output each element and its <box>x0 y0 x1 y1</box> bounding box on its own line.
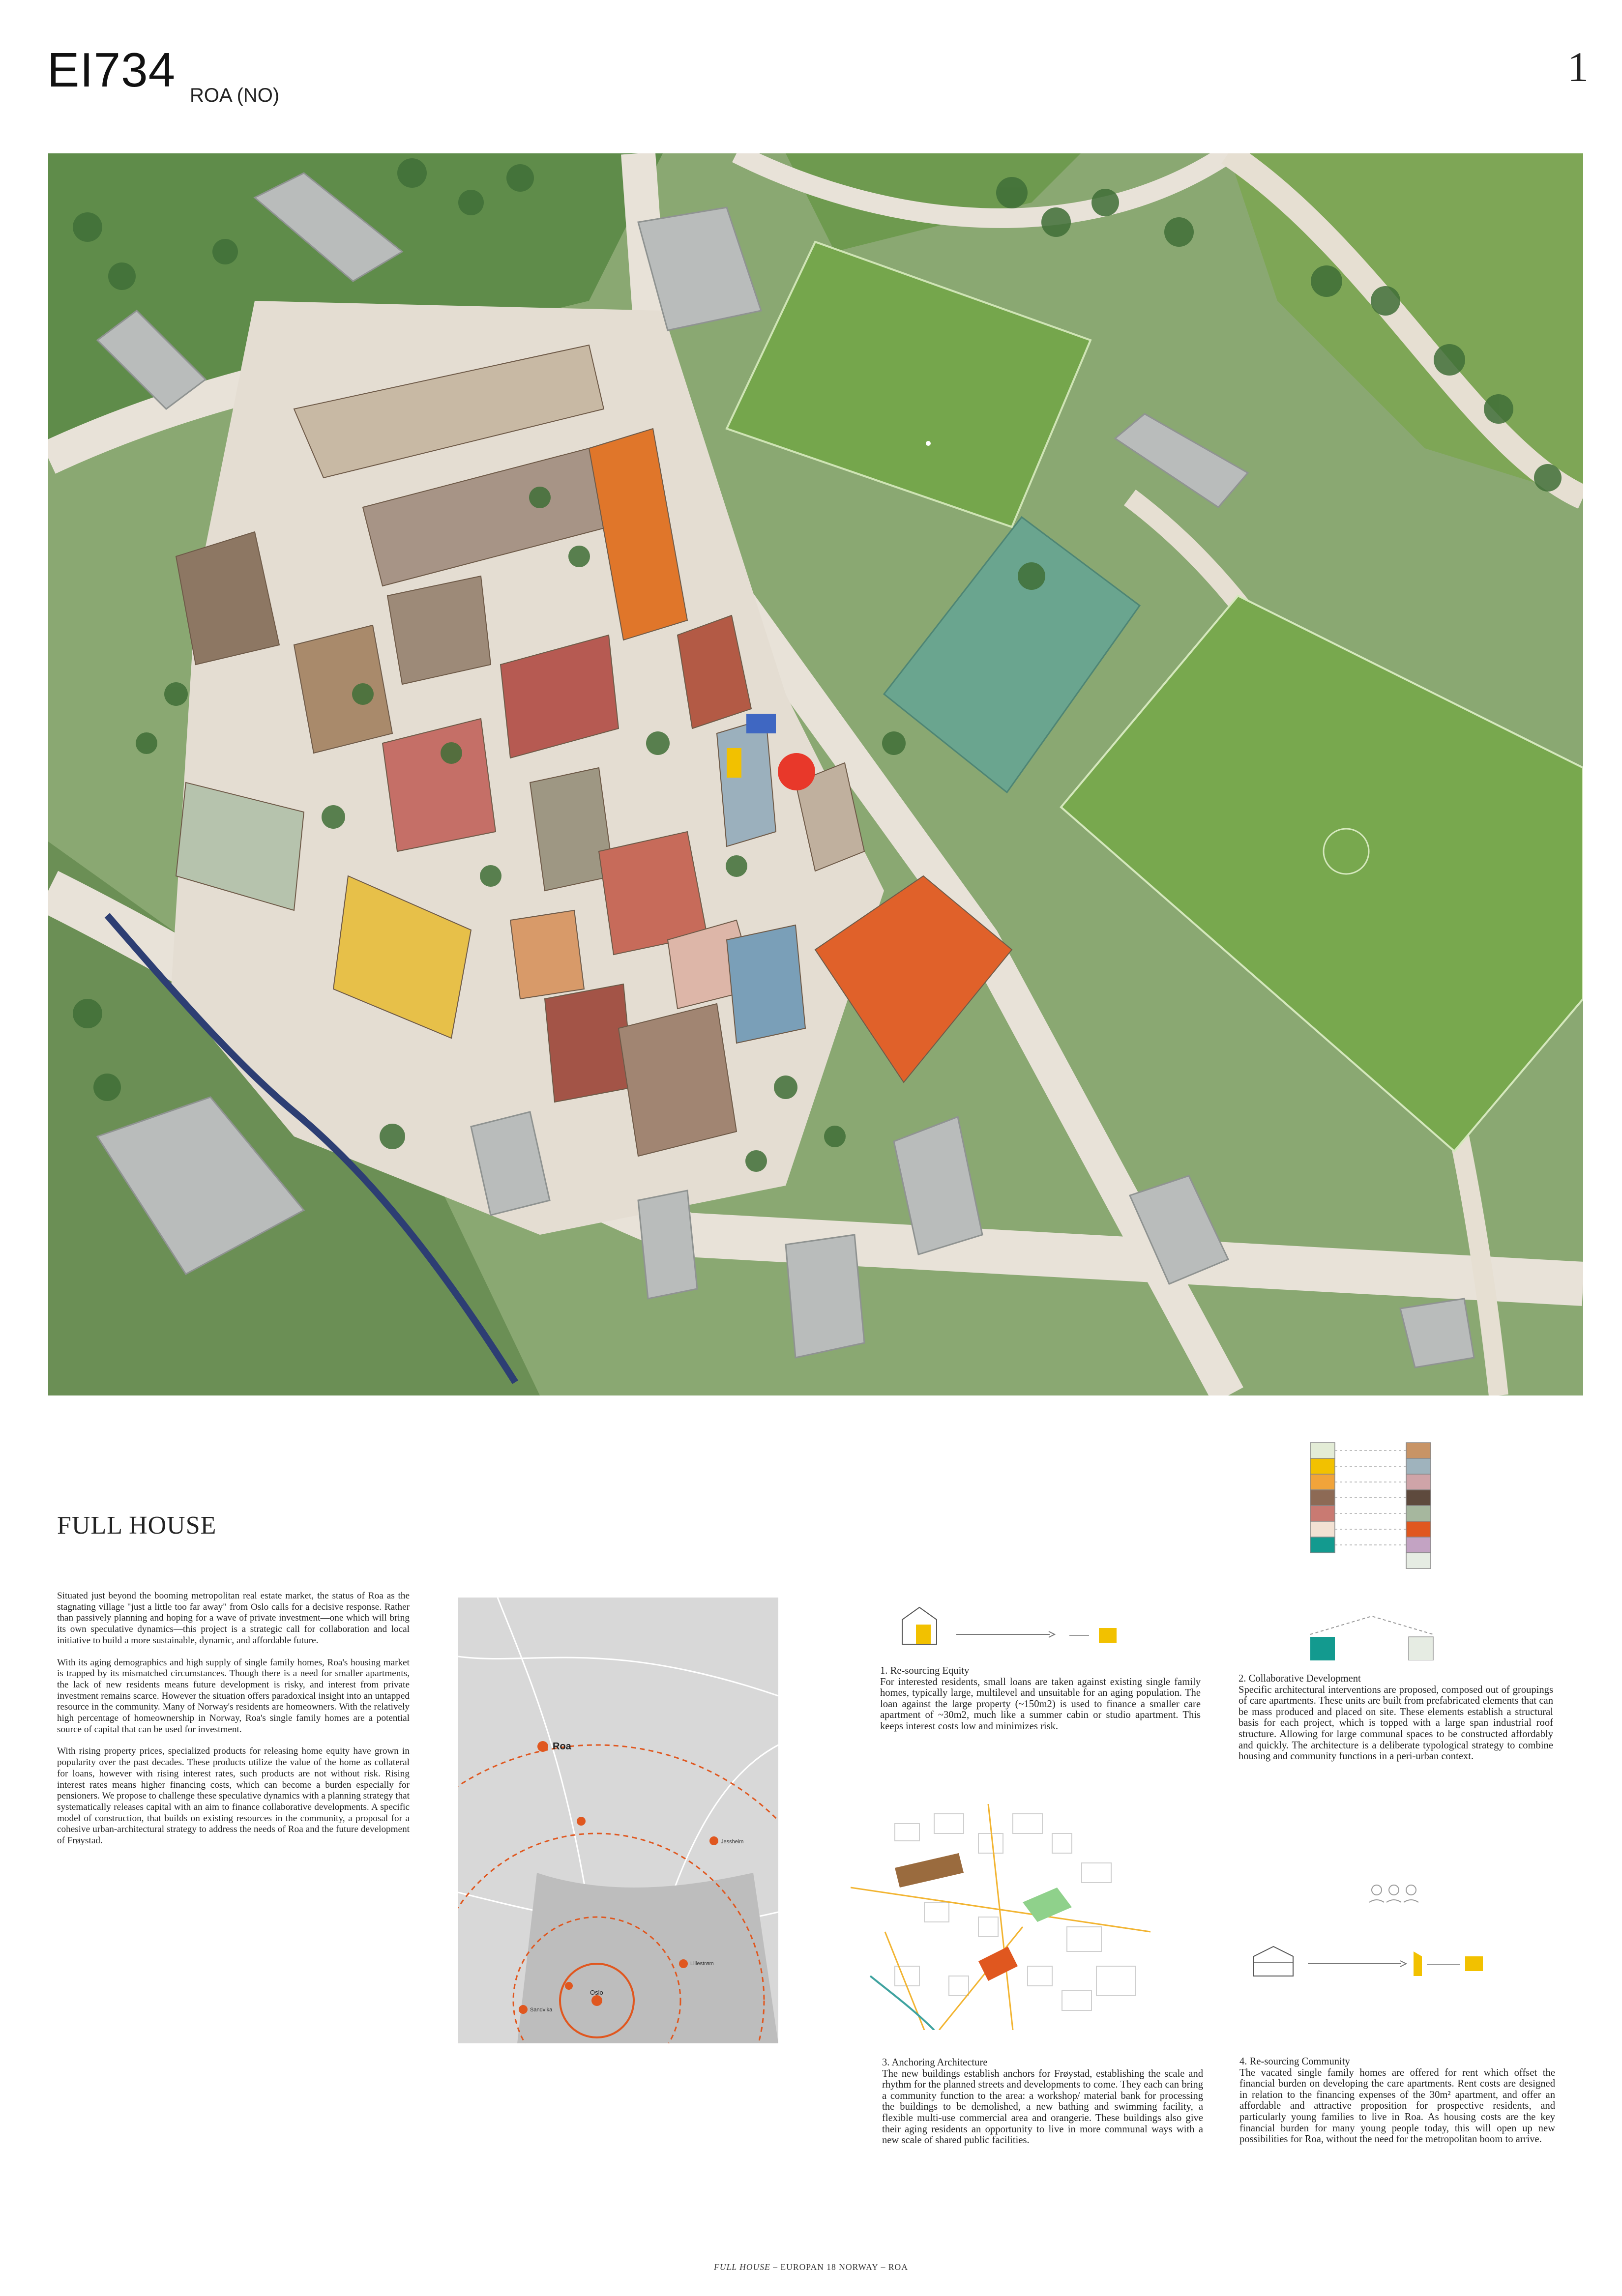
intro-text <box>57 1591 410 1858</box>
section-text: The vacated single family homes are offered for rent which offset the financial burden on developing the care apartments. Rent costs are designed in relation to the financing expenses of the 30m² apartment, and offer an affordable and attractive proposition for prospective residents, and particularly young families to live in Roa. As housing costs are the key financial burden for many young people today, this will open up new possibilities for Roa, without the need for the metropolitan boom to arrive. <box>1239 2067 1555 2145</box>
section-heading: 3. Anchoring Architecture <box>882 2057 988 2068</box>
section-anchoring-architecture <box>882 2057 1203 2146</box>
footer-rest: – EUROPAN 18 NORWAY – ROA <box>770 2262 908 2272</box>
section-heading: 1. Re-sourcing Equity <box>880 1665 970 1676</box>
map-label-jessheim: Jessheim <box>721 1839 744 1845</box>
section-heading: 4. Re-sourcing Community <box>1239 2056 1350 2067</box>
map-label-sandvika: Sandvika <box>530 2007 553 2013</box>
project-title: FULL HOUSE <box>57 1511 217 1540</box>
intro-paragraph: With rising property prices, specialized products for releasing home equity have grown in popularity over the past decades. These products utilize the value of the home as collateral for loans, however with rising interest rates, such products are not without risk. Rising interest rates means higher financing costs, which can become a burden especially for pensioners. We propose to challenge these speculative dynamics with a planning strategy that systematically releases capital with an aim to finance collaborative developments. A specific model of construction, that builds on existing resources in the community, a proposal for a cohesive urban-architectural strategy to address the needs of Roa and the future development of Frøystad. <box>57 1746 410 1846</box>
section-heading: 2. Collaborative Development <box>1239 1673 1361 1684</box>
map-label-lillestrom: Lillestrøm <box>690 1961 714 1967</box>
diagram-resourcing-community <box>1244 1878 1539 1983</box>
map-label-oslo: Oslo <box>590 1989 603 1996</box>
section-text: The new buildings establish anchors for Frøystad, establishing the scale and rhythm for the planned streets and developments to come. They each can bring a community function to the area: a workshop/ material bank for processing the buildings to be demolished, a new bathing and swimming facility, a flexible multi-use commercial area and orangerie. These buildings also give their aging residents an opportunity to live in more communal ways with a new scale of shared public facilities. <box>882 2068 1203 2146</box>
project-code: EI734 <box>47 43 176 97</box>
intro-paragraph: With its aging demographics and high supply of single family homes, Roa's housing market is trapped by its mismatched circumstances. Though there is a need for smaller apartments, the lack of new residents means future development is risky, and interest from private investment remains scarce. However the situation offers paradoxical insight into an untapped resource in the community. Many of Norway's residents are homeowners. With the relatively high percentage of homeownership in Norway, Roa's single family homes are a potential source of capital that can be used for investment. <box>57 1657 410 1735</box>
footer <box>0 2262 1622 2272</box>
intro-paragraph: Situated just beyond the booming metropolitan real estate market, the status of Roa as the stagnating village "just a little too far away" from Oslo calls for a decisive response. Rather than passively planning and hoping for a wave of private investment—one which will bring its own speculative dynamics—this project is a strategic call for collaboration and local initiative to build a more sustainable, dynamic, and affordable future. <box>57 1591 410 1646</box>
project-location: ROA (NO) <box>190 85 280 106</box>
footer-title: FULL HOUSE <box>714 2262 770 2272</box>
section-collaborative-development <box>1239 1673 1553 1762</box>
aerial-site-plan <box>48 153 1583 1395</box>
diagram-anchoring-architecture <box>851 1804 1150 2030</box>
diagram-resourcing-equity <box>892 1598 1187 1649</box>
page-number: 1 <box>1567 43 1589 90</box>
section-text: For interested residents, small loans are taken against existing single family homes, typically large, multilevel and unsuitable for an aging population. The loan against the large property (~150m2) is used to finance a smaller care apartment of ~30m2, much like a summer cabin or studio apartment. This keeps interest costs low and minimizes risk. <box>880 1676 1201 1732</box>
section-resourcing-equity <box>880 1665 1201 1732</box>
map-label-roa: Roa <box>553 1741 571 1752</box>
section-resourcing-community <box>1239 2056 1555 2145</box>
regional-map <box>458 1598 778 2043</box>
diagram-collaborative-development <box>1266 1435 1517 1660</box>
section-text: Specific architectural interventions are proposed, composed out of groupings of care apartments. These units are built from prefabricated elements that can be mass produced and placed on site. These elements establish a structural basis for each project, which is topped with a large span industrial roof structure. Allowing for large communal spaces to be constructed affordably and quickly. The architecture is a deliberate typological strategy to combine housing and community functions in a peri-urban context. <box>1239 1684 1553 1762</box>
